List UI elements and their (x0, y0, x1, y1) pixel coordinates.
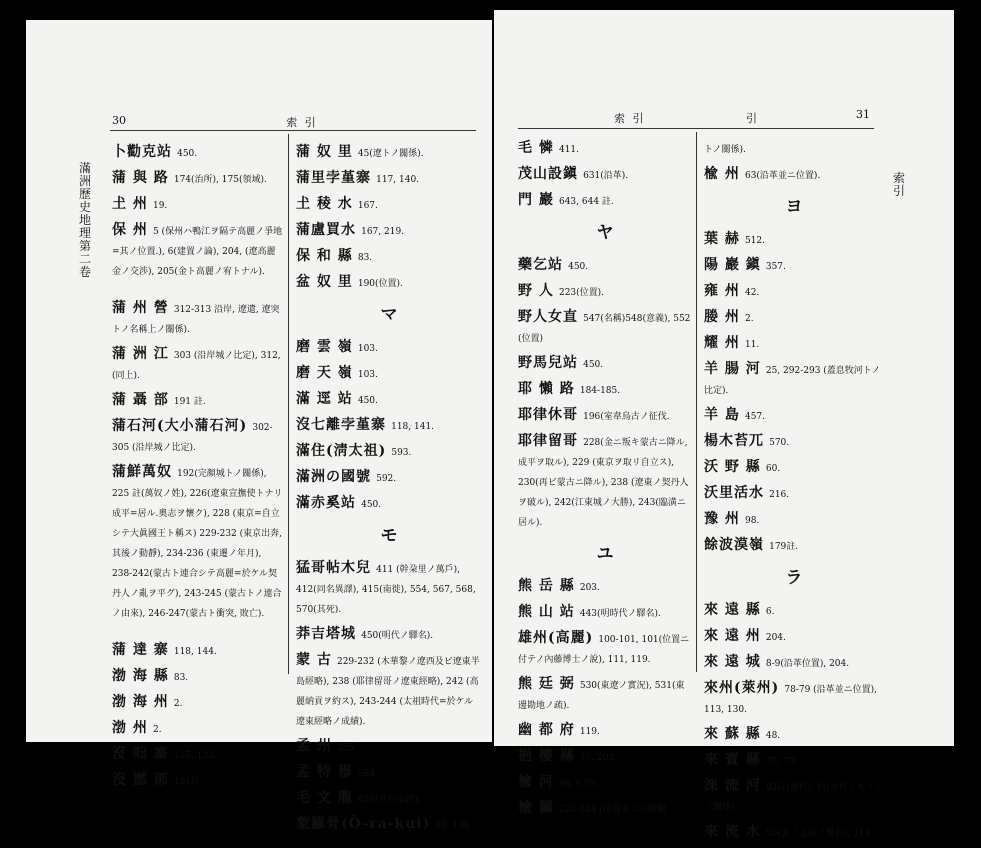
section-heading: マ (380, 305, 398, 325)
entry-reference: 450. (357, 396, 378, 406)
entry-reference: 174(治所), 175(領域). (173, 175, 267, 185)
entry-headword: 雍 州 (704, 283, 740, 299)
entry-reference: 312-313 沿岸, 遼遺, 遼突トノ名稱上ノ關係). (112, 305, 280, 335)
entry-reference: 100-101, 101(位置ニ付テノ內藤博士ノ說), 111, 119. (518, 635, 690, 665)
index-entry (518, 674, 692, 714)
entry-headword: 孟 州 (296, 738, 332, 754)
entry-headword: 保 州 (112, 222, 148, 238)
entry-reference: 512. (744, 236, 766, 246)
index-entry (112, 298, 284, 338)
index-entry (296, 736, 482, 756)
entry-reference: 411 (幹朶里ノ萬戶), 412(同名異譯), 415(南徙), 554, 567, 568, 570(其死). (296, 565, 476, 615)
entry-reference: 355. (336, 743, 358, 753)
running-head: 索 引 (286, 116, 318, 129)
entry-reference: 457. (744, 412, 766, 422)
index-entry (704, 776, 884, 816)
index-entry (296, 624, 482, 644)
index-entry (704, 750, 884, 770)
index-entry (704, 307, 884, 327)
entry-headword: 滿 逕 站 (296, 391, 353, 407)
entry-headword: 媵 州 (704, 309, 740, 325)
index-entry (704, 138, 884, 158)
entry-headword: 陽 巖 鎭 (704, 257, 761, 273)
index-entry (296, 441, 482, 461)
entry-headword: 毛 憐 (518, 140, 554, 156)
entry-reference: 547(名稱)548(意義), 552 (位置) (518, 314, 691, 344)
entry-reference: 63(沿革並ニ位置). (744, 171, 821, 181)
index-entry (518, 576, 692, 596)
index-entry (112, 390, 284, 410)
index-entry (296, 558, 482, 618)
entry-headword: 藥乞站 (518, 257, 563, 273)
entry-reference: 83. (173, 673, 189, 683)
entry-headword: 來州(萊州) (704, 680, 780, 696)
entry-reference: 643, 644 註. (558, 197, 614, 207)
entry-reference: 530(東遼ノ實況), 531(東邊勘地ノ疏). (518, 681, 685, 711)
entry-headword: 楡 河 (518, 774, 554, 790)
index-entry (704, 431, 884, 451)
entry-headword: 耶律休哥 (518, 407, 578, 423)
entry-headword: 蒲石河(大小蒲石河) (112, 418, 248, 434)
index-entry (518, 353, 692, 373)
index-entry (112, 344, 284, 384)
index-entry (518, 746, 692, 766)
entry-headword: 羊 島 (704, 407, 740, 423)
index-column-1 (112, 142, 284, 796)
entry-reference: 118, 144. (173, 647, 217, 657)
entry-headword: 餘波漠嶺 (704, 537, 764, 553)
entry-reference: 302-305 (沿岸城ノ比定). (112, 423, 273, 453)
entry-reference: 82註(遼代), 同(金代ノモノトノ關係). (704, 783, 884, 813)
entry-reference: 123-124 (位置並ニ山海關 (558, 805, 666, 815)
index-entry (296, 650, 482, 730)
entry-reference: 450. (361, 500, 382, 510)
entry-reference: トノ關係). (704, 145, 746, 155)
entry-reference: 99, 100 (435, 821, 470, 831)
entry-headword: 磨 雲 嶺 (296, 339, 353, 355)
entry-headword: 蒲 洲 江 (112, 346, 169, 362)
index-entry (112, 194, 284, 214)
entry-headword: 野 人 (518, 283, 554, 299)
entry-reference: 620(其行軍路). (357, 795, 421, 805)
entry-reference: 119. (579, 727, 600, 737)
index-entry (296, 246, 482, 266)
index-column-2 (704, 138, 884, 848)
index-entry (112, 744, 284, 764)
entry-headword: 滿洲の國號 (296, 469, 371, 485)
section-heading: ユ (596, 544, 614, 564)
header-rule (110, 130, 476, 131)
index-entry (704, 359, 884, 399)
index-entry (704, 652, 884, 672)
entry-headword: 渤 海 縣 (112, 668, 169, 684)
entry-headword: 門 巖 (518, 192, 554, 208)
index-entry (518, 798, 692, 818)
entry-reference: 118, 141. (391, 422, 435, 432)
entry-headword: 淶 流 河 (704, 778, 761, 794)
entry-reference: 115, 133. (173, 751, 217, 761)
entry-headword: 滿赤奚站 (296, 495, 356, 511)
entry-reference: 196(室韋烏古ノ征伐. (583, 412, 670, 422)
index-entry (704, 509, 884, 529)
index-entry (296, 337, 482, 357)
entry-reference: 66, 67註. (558, 779, 600, 789)
entry-reference: 229-232 (木華黎ノ遼西及ビ遼東半島經略), 238 (耶律留哥ノ遼東經略), 242 (高麗納貢ヲ約ス), 243-244 (太祖時代=於ケル遼東經略ノ成績). (296, 657, 480, 727)
index-entry (112, 770, 284, 790)
entry-reference: 203. (579, 583, 600, 593)
entry-reference: 8-9(沿革位置), 204. (765, 659, 850, 669)
index-entry (518, 405, 692, 425)
entry-headword: 野馬兒站 (518, 355, 578, 371)
entry-headword: 耶律留哥 (518, 433, 578, 449)
index-entry (296, 467, 482, 487)
entry-headword: 來 遠 城 (704, 654, 761, 670)
entry-headword: 茂山設鎭 (518, 166, 578, 182)
index-entry (518, 307, 692, 347)
entry-headword: 來 遠 州 (704, 628, 761, 644)
entry-headword: 豫 州 (704, 511, 740, 527)
index-entry (704, 229, 884, 249)
entry-headword: 猛哥帖木兒 (296, 560, 371, 576)
entry-reference: 78-79 (沿革並ニ位置), 113, 130. (704, 685, 878, 715)
index-entry (296, 788, 482, 808)
entry-headword: 渤 海 州 (112, 694, 169, 710)
entry-headword: 蒲 達 寨 (112, 642, 169, 658)
index-entry (296, 814, 482, 834)
entry-reference: 190(位置). (357, 279, 403, 289)
entry-reference: 117, 140. (376, 175, 420, 185)
entry-headword: 𡈽 稜 水 (296, 196, 353, 212)
entry-reference: 42. (744, 288, 760, 298)
entry-reference: 216. (769, 490, 790, 500)
entry-reference: 103. (357, 370, 378, 380)
entry-reference: 2. (152, 725, 162, 735)
entry-headword: 挹 樓 縣 (518, 748, 575, 764)
index-entry (112, 142, 284, 162)
index-entry (296, 142, 482, 162)
entry-headword: 羊 腸 河 (704, 361, 761, 377)
index-column-2 (296, 142, 482, 840)
entry-headword: 楊木苔兀 (704, 433, 764, 449)
entry-headword: 卜勸克站 (112, 144, 172, 160)
entry-reference: 228(金ニ叛キ蒙古ニ降ル, 成平ヲ取ル), 229 (東京ヲ取リ自立ス), 230(再ビ蒙古ニ降ル), 238 (遼東ノ契丹人ヲ破ル), 242(江東城ノ大勝), 243(臨潢ニ居ル). (518, 438, 689, 528)
entry-reference: 411. (558, 145, 580, 155)
entry-headword: 來 遠 縣 (704, 602, 761, 618)
entry-headword: 滿住(淸太祖) (296, 443, 387, 459)
index-entry (296, 415, 482, 435)
entry-headword: 蒲鮮萬奴 (112, 464, 172, 480)
index-entry (112, 168, 284, 188)
entry-reference: 450. (583, 360, 604, 370)
entry-reference: 2. (744, 314, 754, 324)
entry-reference: 191 註. (173, 397, 206, 407)
index-entry (518, 164, 692, 184)
entry-headword: 磨 天 嶺 (296, 365, 353, 381)
index-entry (704, 333, 884, 353)
entry-reference: 570. (769, 438, 790, 448)
entry-reference: 443(明時代ノ驛名). (579, 609, 661, 619)
index-entry (296, 272, 482, 292)
entry-reference: 204. (765, 633, 786, 643)
entry-reference: 25, 292-293 (蓋息牧河トノ比定). (704, 366, 881, 396)
entry-reference: 19. (152, 201, 168, 211)
index-entry (704, 822, 884, 842)
side-title: 索 引 (892, 171, 905, 198)
entry-headword: 熊 岳 縣 (518, 578, 575, 594)
index-entry (296, 220, 482, 240)
index-entry (704, 255, 884, 275)
entry-headword: 熊 廷 弼 (518, 676, 575, 692)
entry-reference: 184-185. (579, 386, 621, 396)
index-entry (112, 718, 284, 738)
index-entry (704, 626, 884, 646)
entry-headword: 沒七離孛堇寨 (296, 417, 386, 433)
index-entry (518, 602, 692, 622)
index-entry (704, 600, 884, 620)
index-column-1 (518, 138, 692, 824)
index-entry (704, 457, 884, 477)
entry-reference: 450. (177, 149, 198, 159)
index-entry (518, 772, 692, 792)
index-entry (518, 720, 692, 740)
entry-reference: 592. (376, 474, 397, 484)
running-head-left: 索 引 (614, 112, 646, 125)
entry-headword: 蒲里孛堇寨 (296, 170, 371, 186)
entry-headword: 來 蘇 縣 (704, 726, 761, 742)
entry-reference: 192(完顏城トノ關係), 225 註(萬奴ノ姓), 226(遼東宣撫使トナリ成平=居ル.奧志ヲ懷ク), 228 (東京=自立シテ大眞國王ト稱ス) 229-232 (東京出奔, 其後ノ動靜), 234-236 (東遷ノ年月), 238-242(蒙古ト連合シテ高麗=於ケル契丹人ノ亂ヲ平グ), 243-245 (蒙古トノ連合ノ由來), 246-247(蒙古ト衝突, 敗亡). (112, 469, 283, 619)
entry-headword: 渤 州 (112, 720, 148, 736)
entry-headword: 盆 奴 里 (296, 274, 353, 290)
column-divider (696, 132, 697, 672)
entry-reference: 167. (357, 201, 378, 211)
entry-headword: 蒲盧買水 (296, 222, 356, 238)
index-entry (296, 762, 482, 782)
page-number: 30 (112, 114, 126, 127)
entry-reference: 179註. (769, 542, 799, 552)
index-entry (518, 255, 692, 275)
entry-reference: 98. (744, 516, 760, 526)
entry-headword: 蒲 州 營 (112, 300, 169, 316)
entry-headword: 孟 特 穆 (296, 764, 353, 780)
entry-headword: 葉 赫 (704, 231, 740, 247)
index-entry (704, 405, 884, 425)
index-entry (518, 628, 692, 668)
entry-headword: 保 和 縣 (296, 248, 353, 264)
index-entry (704, 535, 884, 555)
index-entry (296, 493, 482, 513)
entry-reference: 593. (391, 448, 412, 458)
entry-reference: 2. (173, 699, 183, 709)
entry-headword: 耶 懶 路 (518, 381, 575, 397)
spacer (112, 628, 284, 640)
entry-headword: 蒲 聶 部 (112, 392, 169, 408)
entry-headword: 耀 州 (704, 335, 740, 351)
entry-headword: 蒲 與 路 (112, 170, 169, 186)
entry-headword: 雄州(高麗) (518, 630, 594, 646)
column-divider (288, 134, 289, 674)
entry-reference: 103. (357, 344, 378, 354)
index-entry (518, 138, 692, 158)
entry-headword: 𡈽 州 (112, 196, 148, 212)
index-entry (704, 678, 884, 718)
entry-headword: 野人女直 (518, 309, 578, 325)
entry-reference: 5 (保州ハ鴨江ヲ隔テ高麗ノ爭地=其ノ位置.), 6(建置ノ論), 204, (遼高麗金ノ交渉), 205(金ト高麗ノ宥トナル). (112, 227, 283, 277)
entry-headword: 蒙 古 (296, 652, 332, 668)
entry-headword: 沒 撚 部 (112, 772, 169, 788)
entry-reference: 584. (357, 769, 378, 779)
entry-headword: 蒙羅骨(Ö-ra-kui) (296, 816, 431, 832)
index-entry (296, 168, 482, 188)
entry-headword: 莽吉塔城 (296, 626, 356, 642)
index-entry (112, 692, 284, 712)
section-heading: ラ (785, 568, 803, 588)
entry-headword: 楡 關 (518, 800, 554, 816)
index-entry (296, 194, 482, 214)
index-entry (518, 190, 692, 210)
index-entry (704, 483, 884, 503)
entry-reference: 450. (568, 262, 589, 272)
section-heading: ヤ (596, 223, 614, 243)
right-page (494, 10, 954, 840)
entry-reference: 191註. (173, 777, 203, 787)
entry-headword: 來 賓 縣 (704, 752, 761, 768)
entry-reference: 83. (357, 253, 373, 263)
spacer (112, 286, 284, 298)
entry-headword: 沃 野 縣 (704, 459, 761, 475)
entry-headword: 熊 山 站 (518, 604, 575, 620)
entry-headword: 沃里活水 (704, 485, 764, 501)
section-heading: モ (380, 526, 398, 546)
entry-reference: 10, 203. (579, 753, 618, 763)
entry-reference: 11. (744, 340, 760, 350)
side-title: 滿洲歷史地理第二卷 (78, 161, 91, 279)
index-entry (704, 281, 884, 301)
entry-headword: 沒 咄 寨 (112, 746, 169, 762)
entry-reference: 223(位置). (558, 288, 605, 298)
index-entry (112, 416, 284, 456)
entry-reference: 631(沿革). (583, 171, 629, 181)
index-entry (112, 666, 284, 686)
running-head-right: 引 (746, 112, 759, 125)
entry-headword: 毛 文 龍 (296, 790, 353, 806)
index-entry (112, 462, 284, 622)
entry-reference: 6. (765, 607, 775, 617)
section-heading: ヨ (785, 197, 803, 217)
entry-headword: 來 流 水 (704, 824, 761, 840)
index-entry (518, 379, 692, 399)
entry-reference: 50(金ノ太祖ノ擧兵), 214 (765, 829, 871, 839)
header-rule (518, 128, 874, 129)
index-entry (704, 164, 884, 184)
entry-reference: 450(明代ノ驛名). (361, 631, 434, 641)
page-number: 31 (856, 108, 870, 121)
index-entry (296, 363, 482, 383)
entry-headword: 幽 都 府 (518, 722, 575, 738)
entry-reference: 78, 79. (765, 757, 798, 767)
index-entry (518, 431, 692, 531)
index-entry (296, 389, 482, 409)
entry-reference: 357. (765, 262, 786, 272)
entry-reference: 45(遼トノ關係). (357, 149, 424, 159)
entry-reference: 60. (765, 464, 781, 474)
left-page (26, 20, 492, 832)
entry-headword: 蒲 奴 里 (296, 144, 353, 160)
entry-reference: 167, 219. (361, 227, 405, 237)
entry-headword: 楡 州 (704, 166, 740, 182)
index-entry (112, 220, 284, 280)
index-entry (704, 724, 884, 744)
entry-reference: 48. (765, 731, 781, 741)
index-entry (112, 640, 284, 660)
index-entry (518, 281, 692, 301)
entry-reference: 303 (沿岸城ノ比定), 312, (同上). (112, 351, 281, 381)
